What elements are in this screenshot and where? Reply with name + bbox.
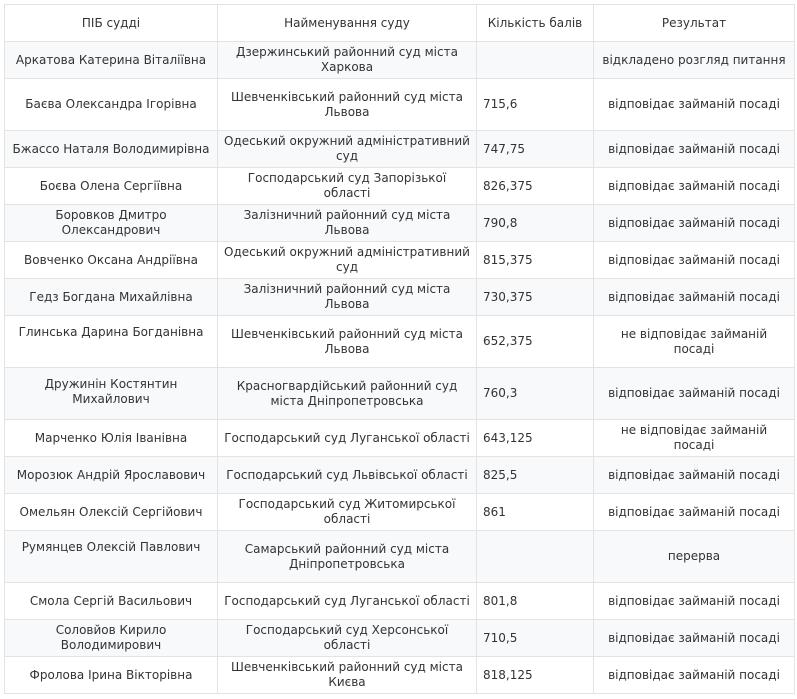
cell-result: відповідає займаній посаді [594, 205, 795, 242]
cell-court: Господарський суд Житомирської області [218, 494, 477, 531]
cell-name: Глинська Дарина Богданівна [5, 316, 218, 368]
cell-court: Господарський суд Запорізької області [218, 168, 477, 205]
cell-result: відповідає займаній посаді [594, 368, 795, 420]
cell-court: Шевченківський районний суд міста Києва [218, 657, 477, 694]
cell-result: не відповідає займаній посаді [594, 420, 795, 457]
cell-score: 715,6 [477, 79, 594, 131]
cell-court: Красногвардійський районний суд міста Дніпропетровська [218, 368, 477, 420]
cell-result: відповідає займаній посаді [594, 494, 795, 531]
cell-score: 652,375 [477, 316, 594, 368]
cell-name: Бжассо Наталя Володимирівна [5, 131, 218, 168]
table-row [5, 420, 795, 457]
cell-score: 815,375 [477, 242, 594, 279]
cell-court: Самарський районний суд міста Дніпропетровська [218, 531, 477, 583]
table-row [5, 131, 795, 168]
cell-name: Фролова Ірина Вікторівна [5, 657, 218, 694]
cell-score: 730,375 [477, 279, 594, 316]
judges-results-table [4, 4, 795, 694]
table-row [5, 205, 795, 242]
cell-name: Соловйов Кирило Володимирович [5, 620, 218, 657]
table-row [5, 457, 795, 494]
table-row [5, 79, 795, 131]
cell-result: відповідає займаній посаді [594, 657, 795, 694]
cell-score: 643,125 [477, 420, 594, 457]
header-score: Кількість балів [477, 5, 594, 42]
cell-name: Марченко Юлія Іванівна [5, 420, 218, 457]
cell-court: Залізничний районний суд міста Львова [218, 279, 477, 316]
cell-score: 790,8 [477, 205, 594, 242]
cell-name: Вовченко Оксана Андріївна [5, 242, 218, 279]
cell-score: 861 [477, 494, 594, 531]
table-header-row [5, 5, 795, 42]
cell-score: 760,3 [477, 368, 594, 420]
table-row [5, 242, 795, 279]
header-court: Найменування суду [218, 5, 477, 42]
cell-result: відповідає займаній посаді [594, 79, 795, 131]
cell-result: відповідає займаній посаді [594, 131, 795, 168]
cell-score [477, 531, 594, 583]
header-name: ПІБ судді [5, 5, 218, 42]
cell-result: відповідає займаній посаді [594, 242, 795, 279]
cell-name: Гедз Богдана Михайлівна [5, 279, 218, 316]
cell-score: 826,375 [477, 168, 594, 205]
table-row [5, 620, 795, 657]
cell-score: 710,5 [477, 620, 594, 657]
cell-court: Господарський суд Луганської області [218, 420, 477, 457]
cell-name: Дружинін Костянтин Михайлович [5, 368, 218, 420]
cell-court: Залізничний районний суд міста Львова [218, 205, 477, 242]
table-row [5, 531, 795, 583]
table-row [5, 657, 795, 694]
table-row [5, 42, 795, 79]
cell-court: Дзержинський районний суд міста Харкова [218, 42, 477, 79]
cell-result: відкладено розгляд питання [594, 42, 795, 79]
table-row [5, 168, 795, 205]
cell-court: Господарський суд Львівської області [218, 457, 477, 494]
cell-court: Господарський суд Херсонської області [218, 620, 477, 657]
table-row [5, 368, 795, 420]
cell-score: 747,75 [477, 131, 594, 168]
cell-name: Аркатова Катерина Віталіївна [5, 42, 218, 79]
cell-court: Одеський окружний адміністративний суд [218, 242, 477, 279]
header-result: Результат [594, 5, 795, 42]
cell-name: Баєва Олександра Ігорівна [5, 79, 218, 131]
table-row [5, 279, 795, 316]
cell-name: Боровков Дмитро Олександрович [5, 205, 218, 242]
cell-score [477, 42, 594, 79]
table-row [5, 316, 795, 368]
cell-score: 818,125 [477, 657, 594, 694]
table-row [5, 494, 795, 531]
cell-score: 801,8 [477, 583, 594, 620]
cell-name: Морозюк Андрій Ярославович [5, 457, 218, 494]
cell-score: 825,5 [477, 457, 594, 494]
cell-name: Боєва Олена Сергіївна [5, 168, 218, 205]
cell-court: Шевченківський районний суд міста Львова [218, 79, 477, 131]
table-row [5, 583, 795, 620]
cell-result: відповідає займаній посаді [594, 583, 795, 620]
cell-court: Господарський суд Луганської області [218, 583, 477, 620]
cell-name: Омельян Олексій Сергійович [5, 494, 218, 531]
cell-court: Одеський окружний адміністративний суд [218, 131, 477, 168]
cell-court: Шевченківський районний суд міста Львова [218, 316, 477, 368]
cell-result: відповідає займаній посаді [594, 457, 795, 494]
cell-result: відповідає займаній посаді [594, 620, 795, 657]
cell-result: відповідає займаній посаді [594, 279, 795, 316]
cell-name: Румянцев Олексій Павлович [5, 531, 218, 583]
cell-name: Смола Сергій Васильович [5, 583, 218, 620]
cell-result: відповідає займаній посаді [594, 168, 795, 205]
cell-result: перерва [594, 531, 795, 583]
cell-result: не відповідає займаній посаді [594, 316, 795, 368]
